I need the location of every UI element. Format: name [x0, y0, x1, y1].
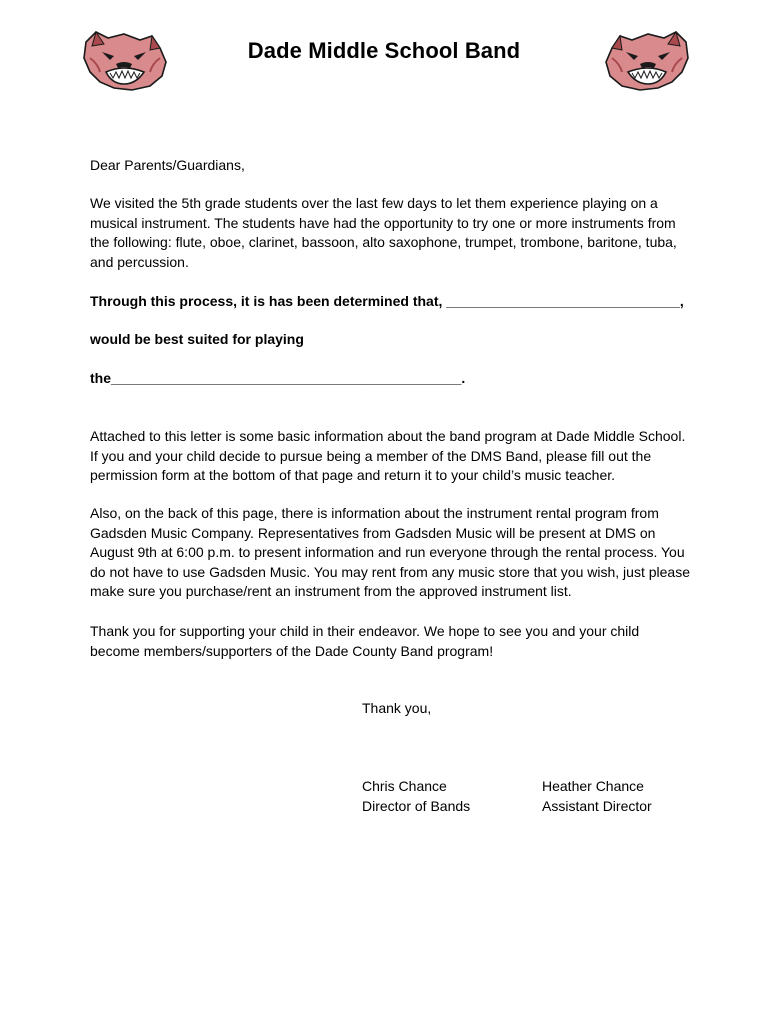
paragraph-thanks: Thank you for supporting your child in their endeavor. We hope to see you and your child become members/supporters of the Dade County Band program! [90, 623, 640, 659]
page-title: Dade Middle School Band [247, 38, 521, 63]
determination-line: Through this process, it is has been determined that, ______________________________, [90, 293, 684, 309]
signature-name: Heather Chance [542, 778, 644, 794]
paragraph-rental: Also, on the back of this page, there is information about the instrument rental program from Gadsden Music Company. Representatives from Gadsden Music will be present at DMS on August 9th at 6:00 p.m. to present information and run everyone through the rental process. You do not have to use Gadsden Music. You may rent from any music store that you wish, just please make sure you purchase/rent an instrument from the approved instrument list. [90, 505, 690, 599]
bulldog-mascot-icon [602, 28, 692, 92]
suited-line: would be best suited for playing [90, 331, 304, 347]
instrument-line: the_____________________________________________. [90, 370, 466, 386]
signature-director [362, 777, 470, 816]
signature-title: Assistant Director [542, 797, 652, 814]
paragraph-intro: We visited the 5th grade students over the last few days to let them experience playing on a musical instrument. The students have had the opportunity to try one or more instruments from the following: flute, oboe, clarinet, bassoon, alto saxophone, trumpet, trombone, baritone, tuba, and percussion. [90, 195, 677, 270]
signature-title: Director of Bands [362, 797, 471, 814]
signature-assistant [542, 777, 652, 816]
paragraph-attached: Attached to this letter is some basic information about the band program at Dade Middle School. If you and your child decide to pursue being a member of the DMS Band, please fill out the permission form at the bottom of that page and return it to your child’s music teacher. [90, 428, 686, 483]
greeting: Dear Parents/Guardians, [90, 157, 245, 173]
signature-name: Chris Chance [362, 778, 447, 794]
closing: Thank you, [362, 700, 432, 716]
mascot-head [606, 32, 688, 90]
